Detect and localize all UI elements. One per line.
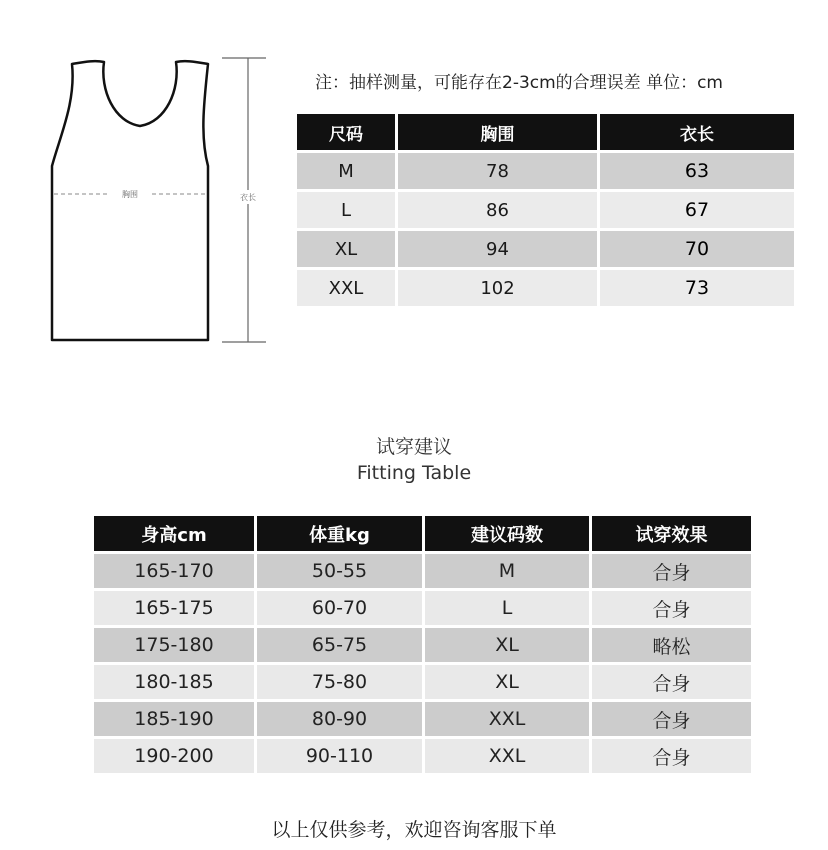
size-cell: XXL xyxy=(425,699,592,736)
length-cell: 70 xyxy=(600,228,794,267)
length-cell: 73 xyxy=(600,267,794,306)
size-cell: L xyxy=(425,588,592,625)
size-cell: XXL xyxy=(425,736,592,773)
weight-cell: 80-90 xyxy=(257,699,425,736)
table-row xyxy=(297,228,794,267)
fitting-table xyxy=(94,516,751,773)
length-cell: 63 xyxy=(600,150,794,189)
size-header-chest: 胸围 xyxy=(398,114,600,150)
fitting-table-header-row xyxy=(94,516,751,551)
height-cell: 165-170 xyxy=(94,551,257,588)
table-row xyxy=(297,267,794,306)
weight-cell: 90-110 xyxy=(257,736,425,773)
effect-cell: 合身 xyxy=(592,736,751,773)
effect-cell: 合身 xyxy=(592,588,751,625)
weight-cell: 75-80 xyxy=(257,662,425,699)
height-cell: 165-175 xyxy=(94,588,257,625)
chest-cell: 102 xyxy=(398,267,600,306)
fit-header-effect: 试穿效果 xyxy=(592,516,751,551)
effect-cell: 合身 xyxy=(592,551,751,588)
chest-cell: 86 xyxy=(398,189,600,228)
effect-cell: 略松 xyxy=(592,625,751,662)
size-cell: XL xyxy=(297,228,398,267)
length-cell: 67 xyxy=(600,189,794,228)
fitting-subtitle: Fitting Table xyxy=(356,462,472,484)
measurement-note: 注：抽样测量，可能存在2-3cm的合理误差 单位：cm xyxy=(315,73,723,93)
size-cell: XL xyxy=(425,662,592,699)
size-cell: XL xyxy=(425,625,592,662)
fit-header-height: 身高cm xyxy=(94,516,257,551)
table-row xyxy=(94,588,751,625)
size-table xyxy=(297,114,794,306)
weight-cell: 60-70 xyxy=(257,588,425,625)
height-cell: 190-200 xyxy=(94,736,257,773)
table-row xyxy=(94,551,751,588)
weight-cell: 65-75 xyxy=(257,625,425,662)
table-row xyxy=(297,150,794,189)
size-cell: L xyxy=(297,189,398,228)
fit-header-size: 建议码数 xyxy=(425,516,592,551)
size-cell: XXL xyxy=(297,267,398,306)
tank-top-outline xyxy=(52,61,208,340)
tank-top-diagram xyxy=(40,50,280,360)
length-label: 衣长 xyxy=(240,193,256,202)
chest-cell: 94 xyxy=(398,228,600,267)
table-row xyxy=(94,625,751,662)
size-header-size: 尺码 xyxy=(297,114,398,150)
effect-cell: 合身 xyxy=(592,662,751,699)
fit-header-weight: 体重kg xyxy=(257,516,425,551)
table-row xyxy=(94,662,751,699)
table-row xyxy=(94,699,751,736)
footer-note: 以上仅供参考，欢迎咨询客服下单 xyxy=(271,819,557,841)
size-table-header-row xyxy=(297,114,794,150)
size-cell: M xyxy=(297,150,398,189)
height-cell: 175-180 xyxy=(94,625,257,662)
effect-cell: 合身 xyxy=(592,699,751,736)
size-cell: M xyxy=(425,551,592,588)
chest-label: 胸围 xyxy=(122,190,138,199)
chest-cell: 78 xyxy=(398,150,600,189)
size-header-length: 衣长 xyxy=(600,114,794,150)
table-row xyxy=(297,189,794,228)
fitting-title: 试穿建议 xyxy=(375,436,452,458)
height-cell: 180-185 xyxy=(94,662,257,699)
weight-cell: 50-55 xyxy=(257,551,425,588)
table-row xyxy=(94,736,751,773)
height-cell: 185-190 xyxy=(94,699,257,736)
